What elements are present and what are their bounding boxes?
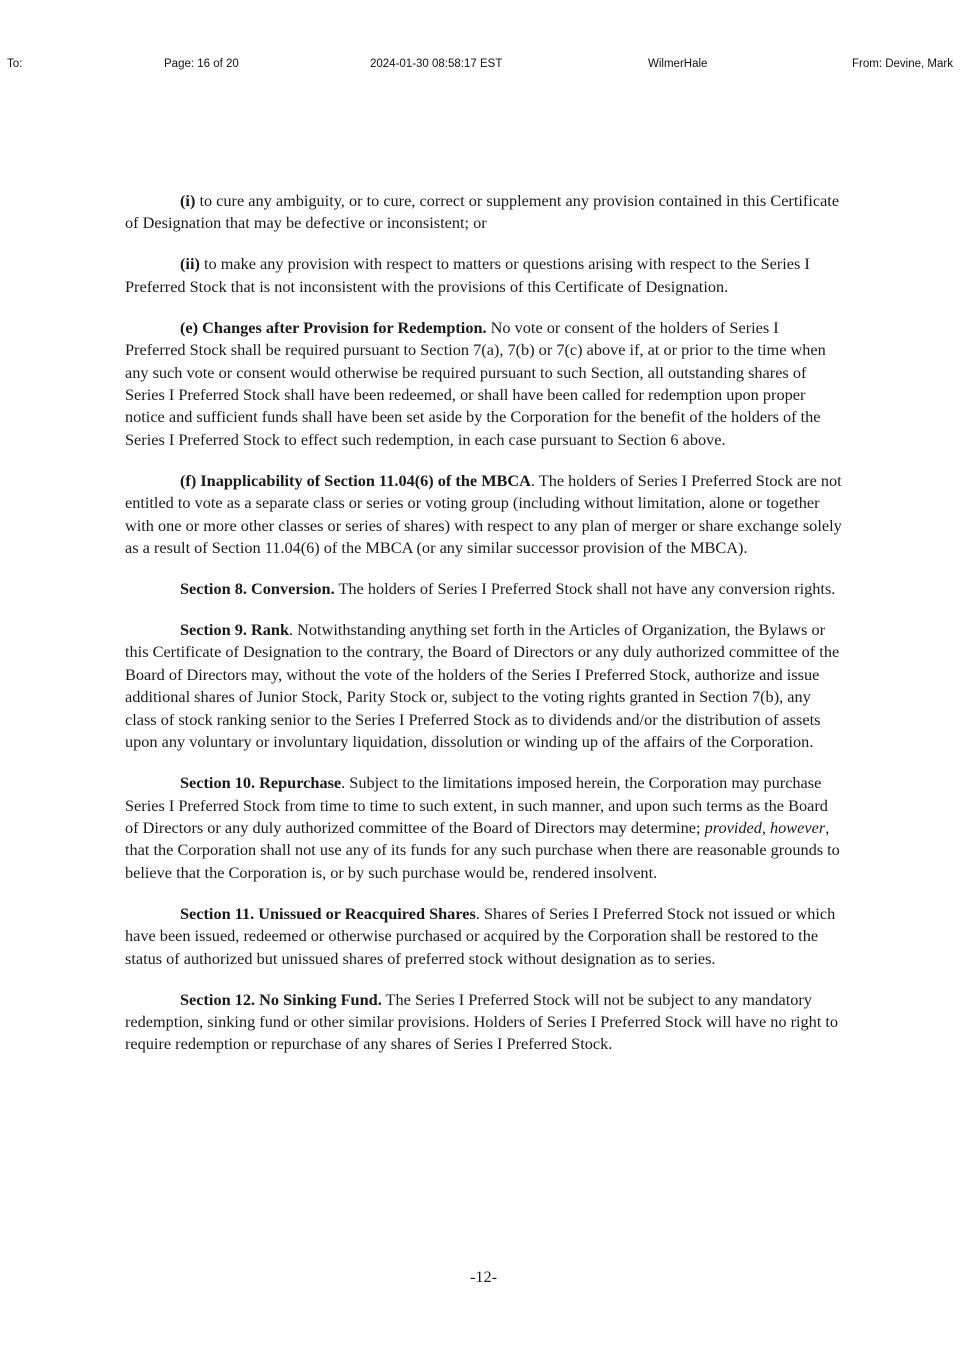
paragraph-text: . Subject to the limitations imposed herein, the Corporation may purchase Series I Preferred Stock from time to time to such extent, in such manner, and upon such terms as the Board of Directors or any duly authorized committee of the Board of Directors may determine; [125,773,828,837]
paragraph-e [125,317,843,451]
fax-from: From: Devine, Mark [852,58,953,70]
paragraph-italic: provided, however [704,817,826,837]
paragraph-heading: Section 12. No Sinking Fund. [180,989,382,1009]
paragraph-heading: Section 9. Rank [180,620,290,640]
fax-firm: WilmerHale [648,58,708,70]
paragraph-heading: (ii) [180,254,200,274]
page-number: -12- [469,1267,498,1286]
paragraph-text: to cure any ambiguity, or to cure, correct or supplement any provision contained in this Certificate of Designation that may be defective or inconsistent; or [125,191,840,233]
fax-timestamp: 2024-01-30 08:58:17 EST [370,58,503,70]
section-12 [125,989,843,1056]
paragraph-text: . Notwithstanding anything set forth in the Articles of Organization, the Bylaws or this Certificate of Designation to the contrary, the Board of Directors or any duly authorized committee of the Board of Directors may, without the vote of the holders of the Series I Preferred Stock, authorize and issue additional shares of Junior Stock, Parity Stock or, subject to the voting rights granted in Section 7(b), any class of stock ranking senior to the Series I Preferred Stock as to dividends and/or the distribution of assets upon any voluntary or involuntary liquidation, dissolution or winding up of the affairs of the Corporation. [125,620,840,752]
paragraph-f [125,470,843,560]
paragraph-heading: Section 8. Conversion. [180,579,335,599]
fax-to: To: [7,58,23,70]
paragraph-text: . The holders of Series I Preferred Stock are not entitled to vote as a separate class or series or voting group (including without limitation, alone or together with one or more other classes or series of shares) with respect to any plan of merger or share exchange solely as a result of Section 11.04(6) of the MBCA (or any similar successor provision of the MBCA). [125,470,842,558]
paragraph-text: , that the Corporation shall not use any of its funds for any such purchase when there are reasonable grounds to believe that the Corporation is, or by such purchase would be, rendered insolvent. [125,817,840,882]
document-body [125,190,843,1074]
paragraph-text: No vote or consent of the holders of Series I Preferred Stock shall be required pursuant to Section 7(a), 7(b) or 7(c) above if, at or prior to the time when any such vote or consent would otherwise be required pursuant to such Section, all outstanding shares of Series I Preferred Stock shall have been redeemed, or shall have been called for redemption upon proper notice and sufficient funds shall have been set aside by the Corporation for the benefit of the holders of the Series I Preferred Stock to effect such redemption, in each case pursuant to Section 6 above. [125,317,826,449]
paragraph-heading: Section 11. Unissued or Reacquired Shares [180,903,476,923]
paragraph-text: to make any provision with respect to matters or questions arising with respect to the Series I Preferred Stock that is not inconsistent with the provisions of this Certificate of Designation. [125,254,810,296]
fax-header [0,58,967,76]
paragraph-heading: Section 10. Repurchase [180,773,342,793]
section-8 [125,578,843,600]
section-9 [125,619,843,753]
paragraph-text: . Shares of Series I Preferred Stock not issued or which have been issued, redeemed or otherwise purchased or acquired by the Corporation shall be restored to the status of authorized but unissued shares of preferred stock without designation as to series. [125,903,836,968]
fax-page: Page: 16 of 20 [164,58,239,70]
paragraph-ii [125,253,843,298]
paragraph-heading: (i) [180,191,196,210]
section-10 [125,772,843,884]
paragraph-i [125,190,843,235]
paragraph-heading: (f) Inapplicability of Section 11.04(6) of the MBCA [180,470,531,490]
paragraph-heading: (e) Changes after Provision for Redemption. [180,317,487,337]
paragraph-text: The Series I Preferred Stock will not be subject to any mandatory redemption, sinking fund or other similar provisions. Holders of Series I Preferred Stock will have no right to require redemption or repurchase of any shares of Series I Preferred Stock. [125,989,839,1054]
section-11 [125,903,843,970]
paragraph-text: The holders of Series I Preferred Stock shall not have any conversion rights. [334,579,836,599]
